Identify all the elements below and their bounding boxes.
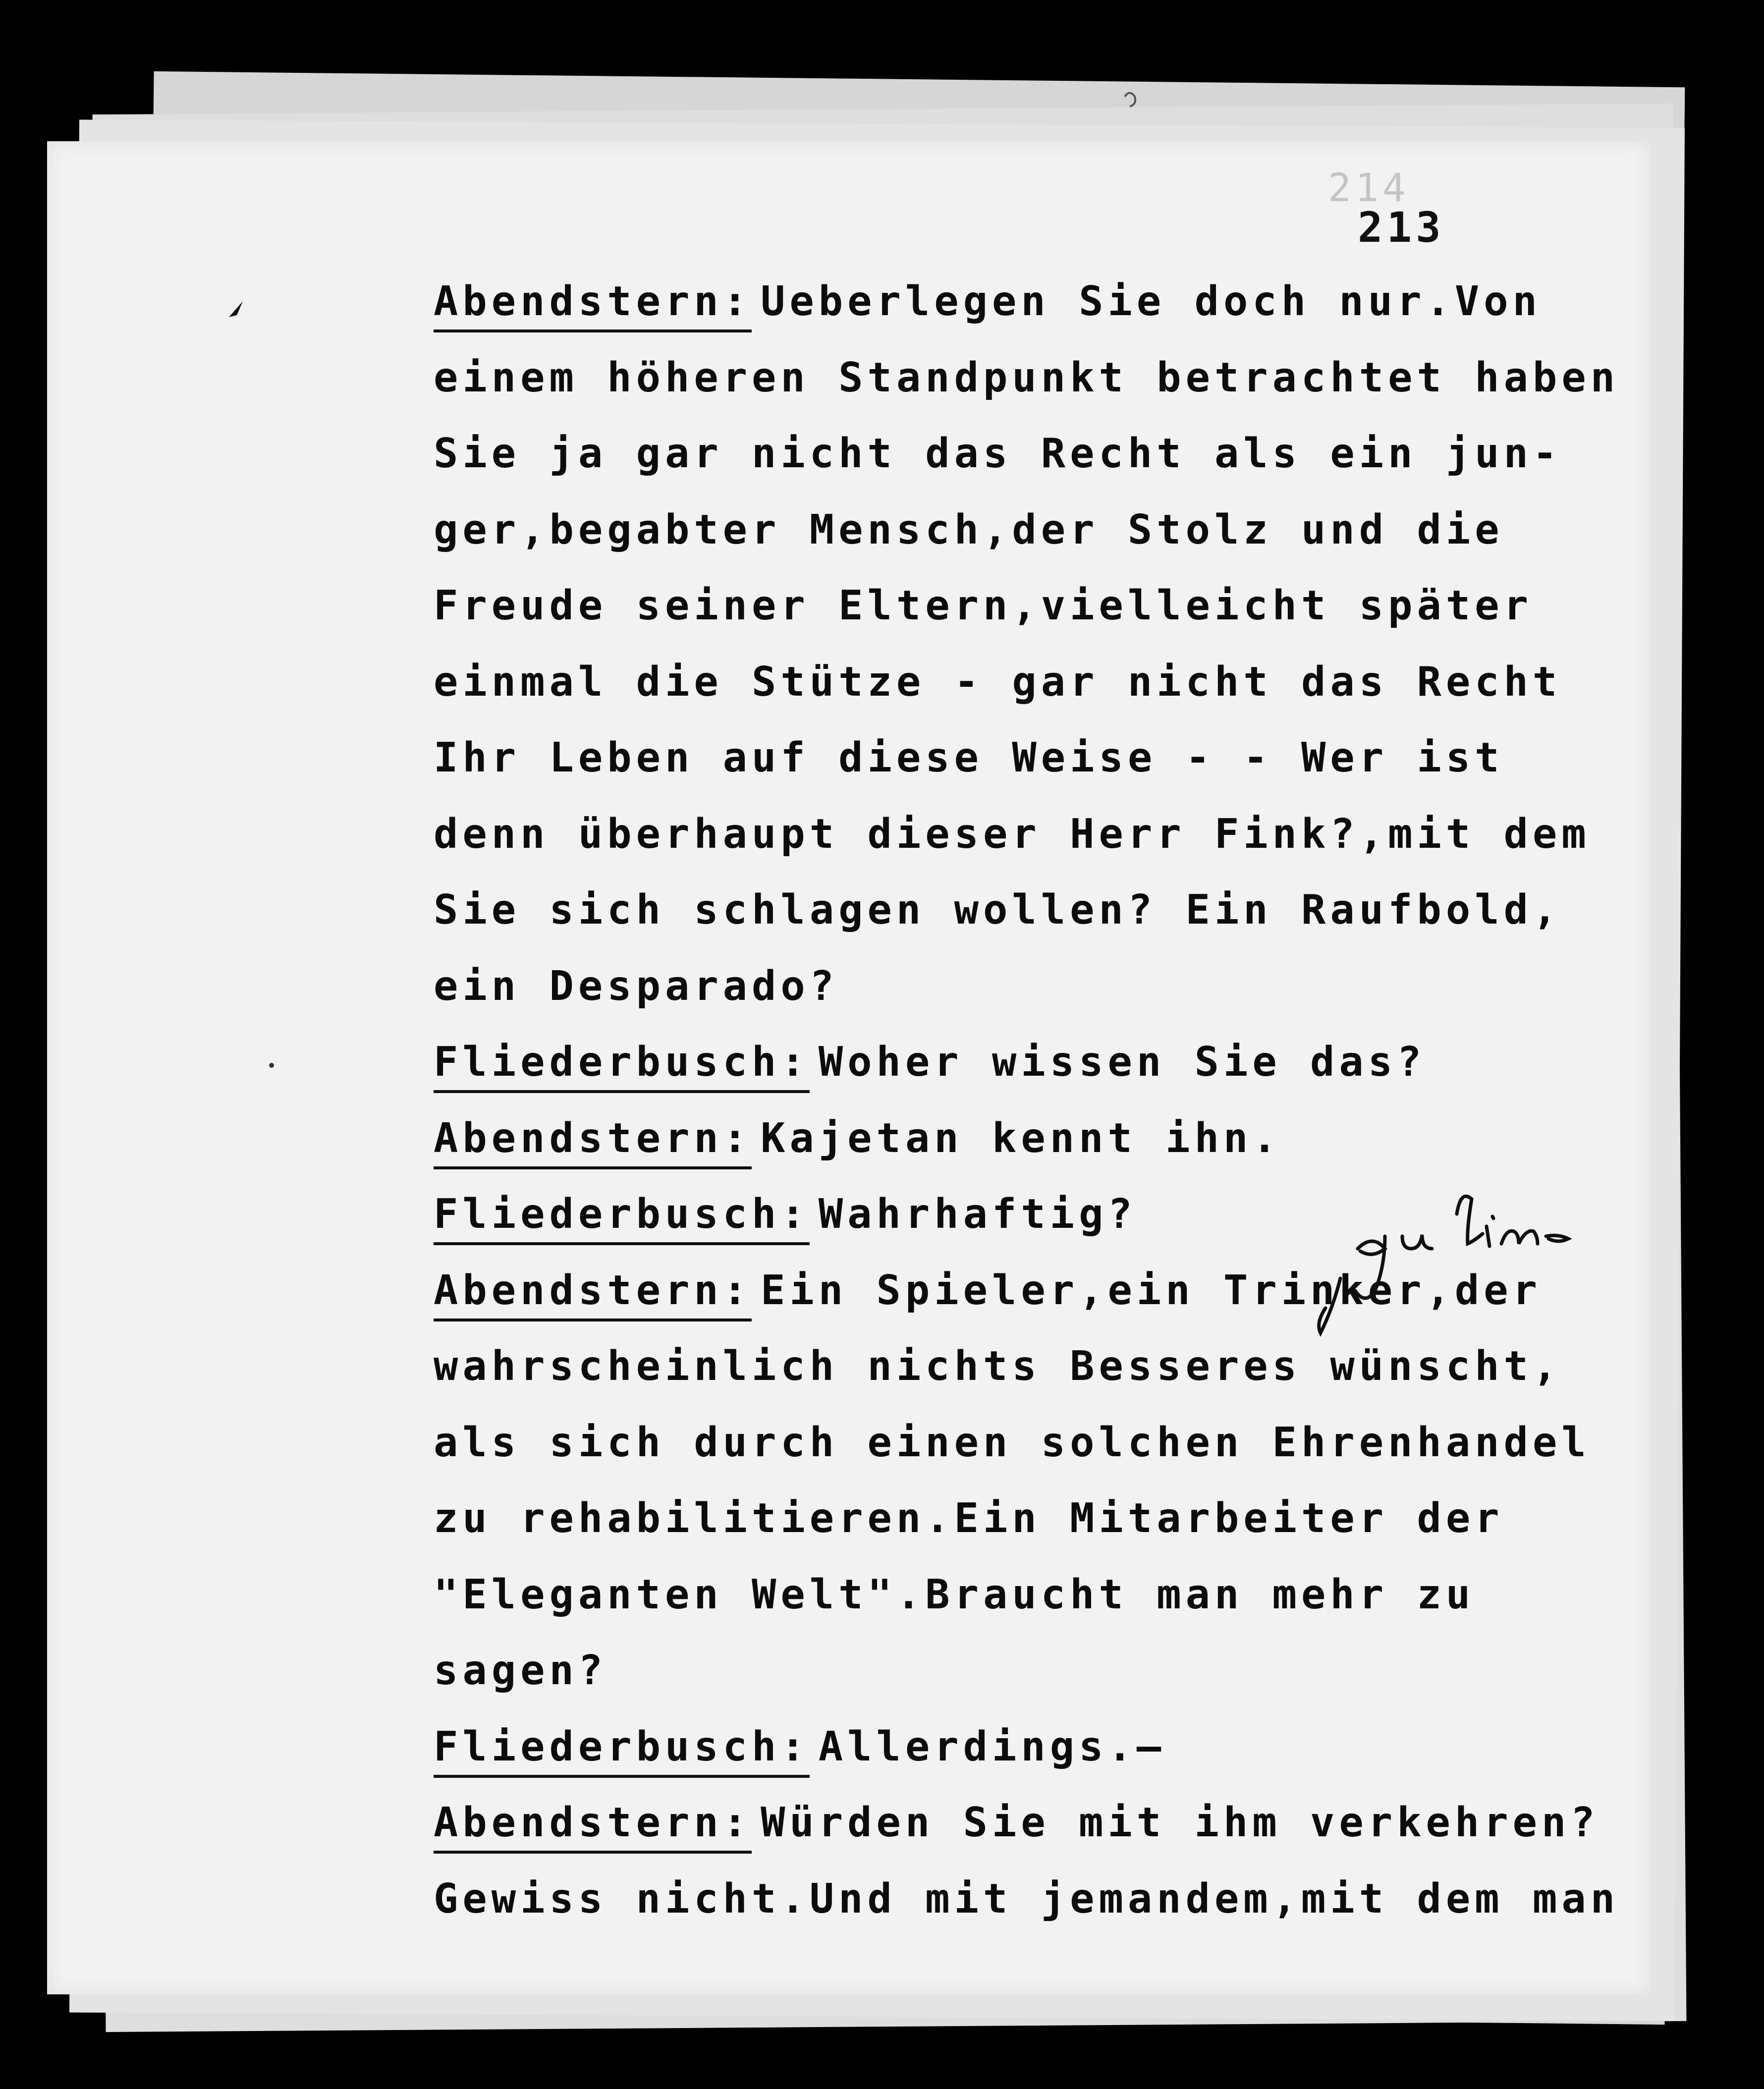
line-text: Woher wissen Sie das? [818, 1039, 1426, 1086]
line-text: Ihr Leben auf diese Weise - - Wer ist [434, 734, 1504, 781]
line-text: zu rehabilitieren.Ein Mitarbeiter der [434, 1495, 1504, 1542]
page-number: 213 [1358, 203, 1445, 252]
line-text: als sich durch einen solchen Ehrenhandel [434, 1419, 1591, 1466]
line-text: denn überhaupt dieser Herr Fink?,mit dem [434, 810, 1591, 858]
speaker-name: Abendstern: [434, 1796, 752, 1854]
speaker-name: Fliederbusch: [434, 1720, 810, 1778]
line-text: ein Desparado? [434, 962, 839, 1010]
line-text: Wahrhaftig? [818, 1191, 1137, 1238]
line-text: Allerdings.— [818, 1723, 1166, 1770]
speaker-name: Abendstern: [434, 1264, 752, 1321]
speaker-name: Abendstern: [434, 275, 752, 332]
line-text: Kajetan kennt ihn. [761, 1114, 1281, 1162]
line-text: Gewiss nicht.Und mit jemandem,mit dem man [434, 1875, 1620, 1923]
line-text: Sie ja gar nicht das Recht als ein jun- [434, 430, 1562, 477]
ghost-page-number: 214 [1328, 166, 1410, 211]
speaker-name: Abendstern: [434, 1112, 752, 1169]
margin-tick-mark [229, 301, 243, 317]
line-text: Sie sich schlagen wollen? Ein Raufbold, [434, 886, 1562, 934]
speaker-name: Fliederbusch: [434, 1036, 810, 1093]
line-text: "Eleganten Welt".Braucht man mehr zu [434, 1571, 1475, 1618]
line-text: ger,begabter Mensch,der Stolz und die [434, 506, 1504, 553]
line-text: einmal die Stütze - gar nicht das Recht [434, 658, 1562, 706]
line-text: Ueberlegen Sie doch nur.Von [761, 278, 1542, 325]
line-text: einem höheren Standpunkt betrachtet haben [434, 354, 1620, 401]
line-text: Freude seiner Eltern,vielleicht später [434, 582, 1533, 629]
pencil-dot [269, 1063, 274, 1068]
line-text: Würden Sie mit ihm verkehren? [761, 1799, 1599, 1846]
line-text: wahrscheinlich nichts Besseres wünscht, [434, 1343, 1562, 1390]
speaker-name: Fliederbusch: [434, 1188, 810, 1245]
handwritten-note [1319, 1196, 1568, 1333]
line-text: Ein Spieler,ein Trinker,der [761, 1266, 1542, 1314]
paper-hook-mark [1125, 93, 1135, 107]
line-text: sagen? [434, 1647, 607, 1694]
